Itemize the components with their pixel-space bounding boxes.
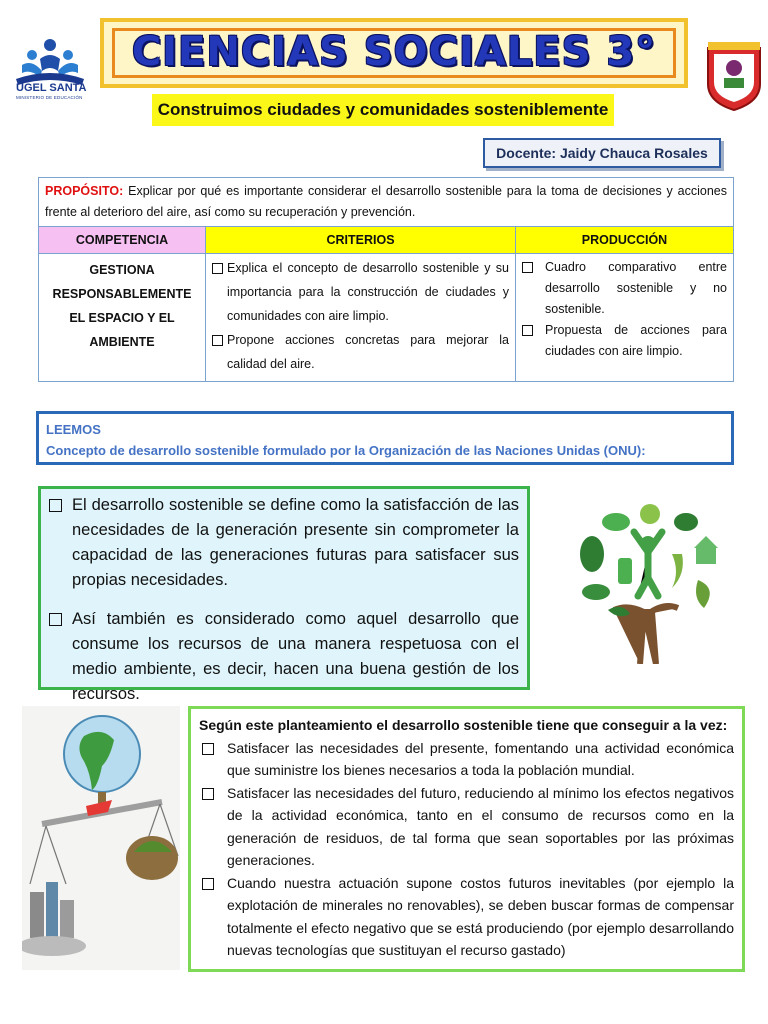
leemos-box xyxy=(36,411,734,465)
purpose-label: PROPÓSITO: xyxy=(45,184,124,198)
page-title: CIENCIAS SOCIALES 3° xyxy=(131,29,657,75)
criterios-cell xyxy=(206,254,516,382)
purpose-cell xyxy=(39,178,734,227)
header-produccion: PRODUCCIÓN xyxy=(516,227,734,254)
globe-scale-illustration xyxy=(22,706,180,970)
teacher-name: Docente: Jaidy Chauca Rosales xyxy=(483,138,721,168)
title-banner xyxy=(100,18,688,88)
school-emblem-icon xyxy=(704,40,764,112)
checkbox-icon xyxy=(212,335,223,346)
leemos-text: Concepto de desarrollo sostenible formulado por la Organización de las Naciones Unidas (ONU): xyxy=(46,443,646,458)
sustainability-tree-icon xyxy=(568,492,728,664)
goal-item: Cuando nuestra actuación supone costos futuros inevitables (por ejemplo la explotación de minerales no renovables), se deben buscar formas de compensar totalmente el efecto negativo que se está produciendo (por ejemplo desarrollando nuevas tecnologías que sustituyan el recurso gastado) xyxy=(199,872,734,962)
goals-intro: Según este planteamiento el desarrollo sostenible tiene que conseguir a la vez: xyxy=(199,717,728,733)
checkbox-icon xyxy=(49,613,62,626)
leemos-title: LEEMOS xyxy=(46,422,101,437)
header-criterios: CRITERIOS xyxy=(206,227,516,254)
goal-item: Satisfacer las necesidades del futuro, reduciendo al mínimo los efectos negativos de la actividad económica, tanto en el consumo de recursos como en la generación de residuos, de tal forma que sean soportables por las próximas generaciones. xyxy=(199,782,734,872)
definition-box xyxy=(38,486,530,703)
checkbox-icon xyxy=(202,788,214,800)
checkbox-icon xyxy=(212,263,223,274)
org-name: UGEL SANTA xyxy=(16,82,87,94)
criterio-item: Propone acciones concretas para mejorar la calidad del aire. xyxy=(212,328,509,376)
produccion-cell xyxy=(516,254,734,382)
produccion-item: Cuadro comparativo entre desarrollo sostenible y no sostenible. xyxy=(522,257,727,320)
checkbox-icon xyxy=(49,499,62,512)
header-competencia: COMPETENCIA xyxy=(39,227,206,254)
checkbox-icon xyxy=(522,325,533,336)
purpose-text: Explicar por qué es importante considerar el desarrollo sostenible para la toma de decisiones y acciones frente al deterioro del aire, así como su recuperación y prevención. xyxy=(45,184,727,219)
produccion-item: Propuesta de acciones para ciudades con aire limpio. xyxy=(522,320,727,362)
criterio-item: Explica el concepto de desarrollo sostenible y su importancia para la construcción de ciudades y comunidades con aire limpio. xyxy=(212,256,509,328)
goals-box xyxy=(188,706,745,972)
checkbox-icon xyxy=(522,262,533,273)
definition-item: Así también es considerado como aquel desarrollo que consume los recursos de una manera respetuosa con el medio ambiente, es decir, hacen una buena gestión de los recursos. xyxy=(49,607,519,707)
page-subtitle: Construimos ciudades y comunidades sosteniblemente xyxy=(152,94,614,126)
purpose-table xyxy=(38,177,734,382)
checkbox-icon xyxy=(202,743,214,755)
org-subtitle: MINISTERIO DE EDUCACIÓN xyxy=(16,95,83,100)
goal-item: Satisfacer las necesidades del presente, fomentando una actividad económica que suministre los bienes necesarios a toda la población mundial. xyxy=(199,737,734,782)
competencia-cell: GESTIONA RESPONSABLEMENTE EL ESPACIO Y EL AMBIENTE xyxy=(39,254,206,382)
definition-item: El desarrollo sostenible se define como la satisfacción de las necesidades de la generación presente sin comprometer la capacidad de las generaciones futuras para satisfacer sus propias necesidades. xyxy=(49,493,519,593)
checkbox-icon xyxy=(202,878,214,890)
